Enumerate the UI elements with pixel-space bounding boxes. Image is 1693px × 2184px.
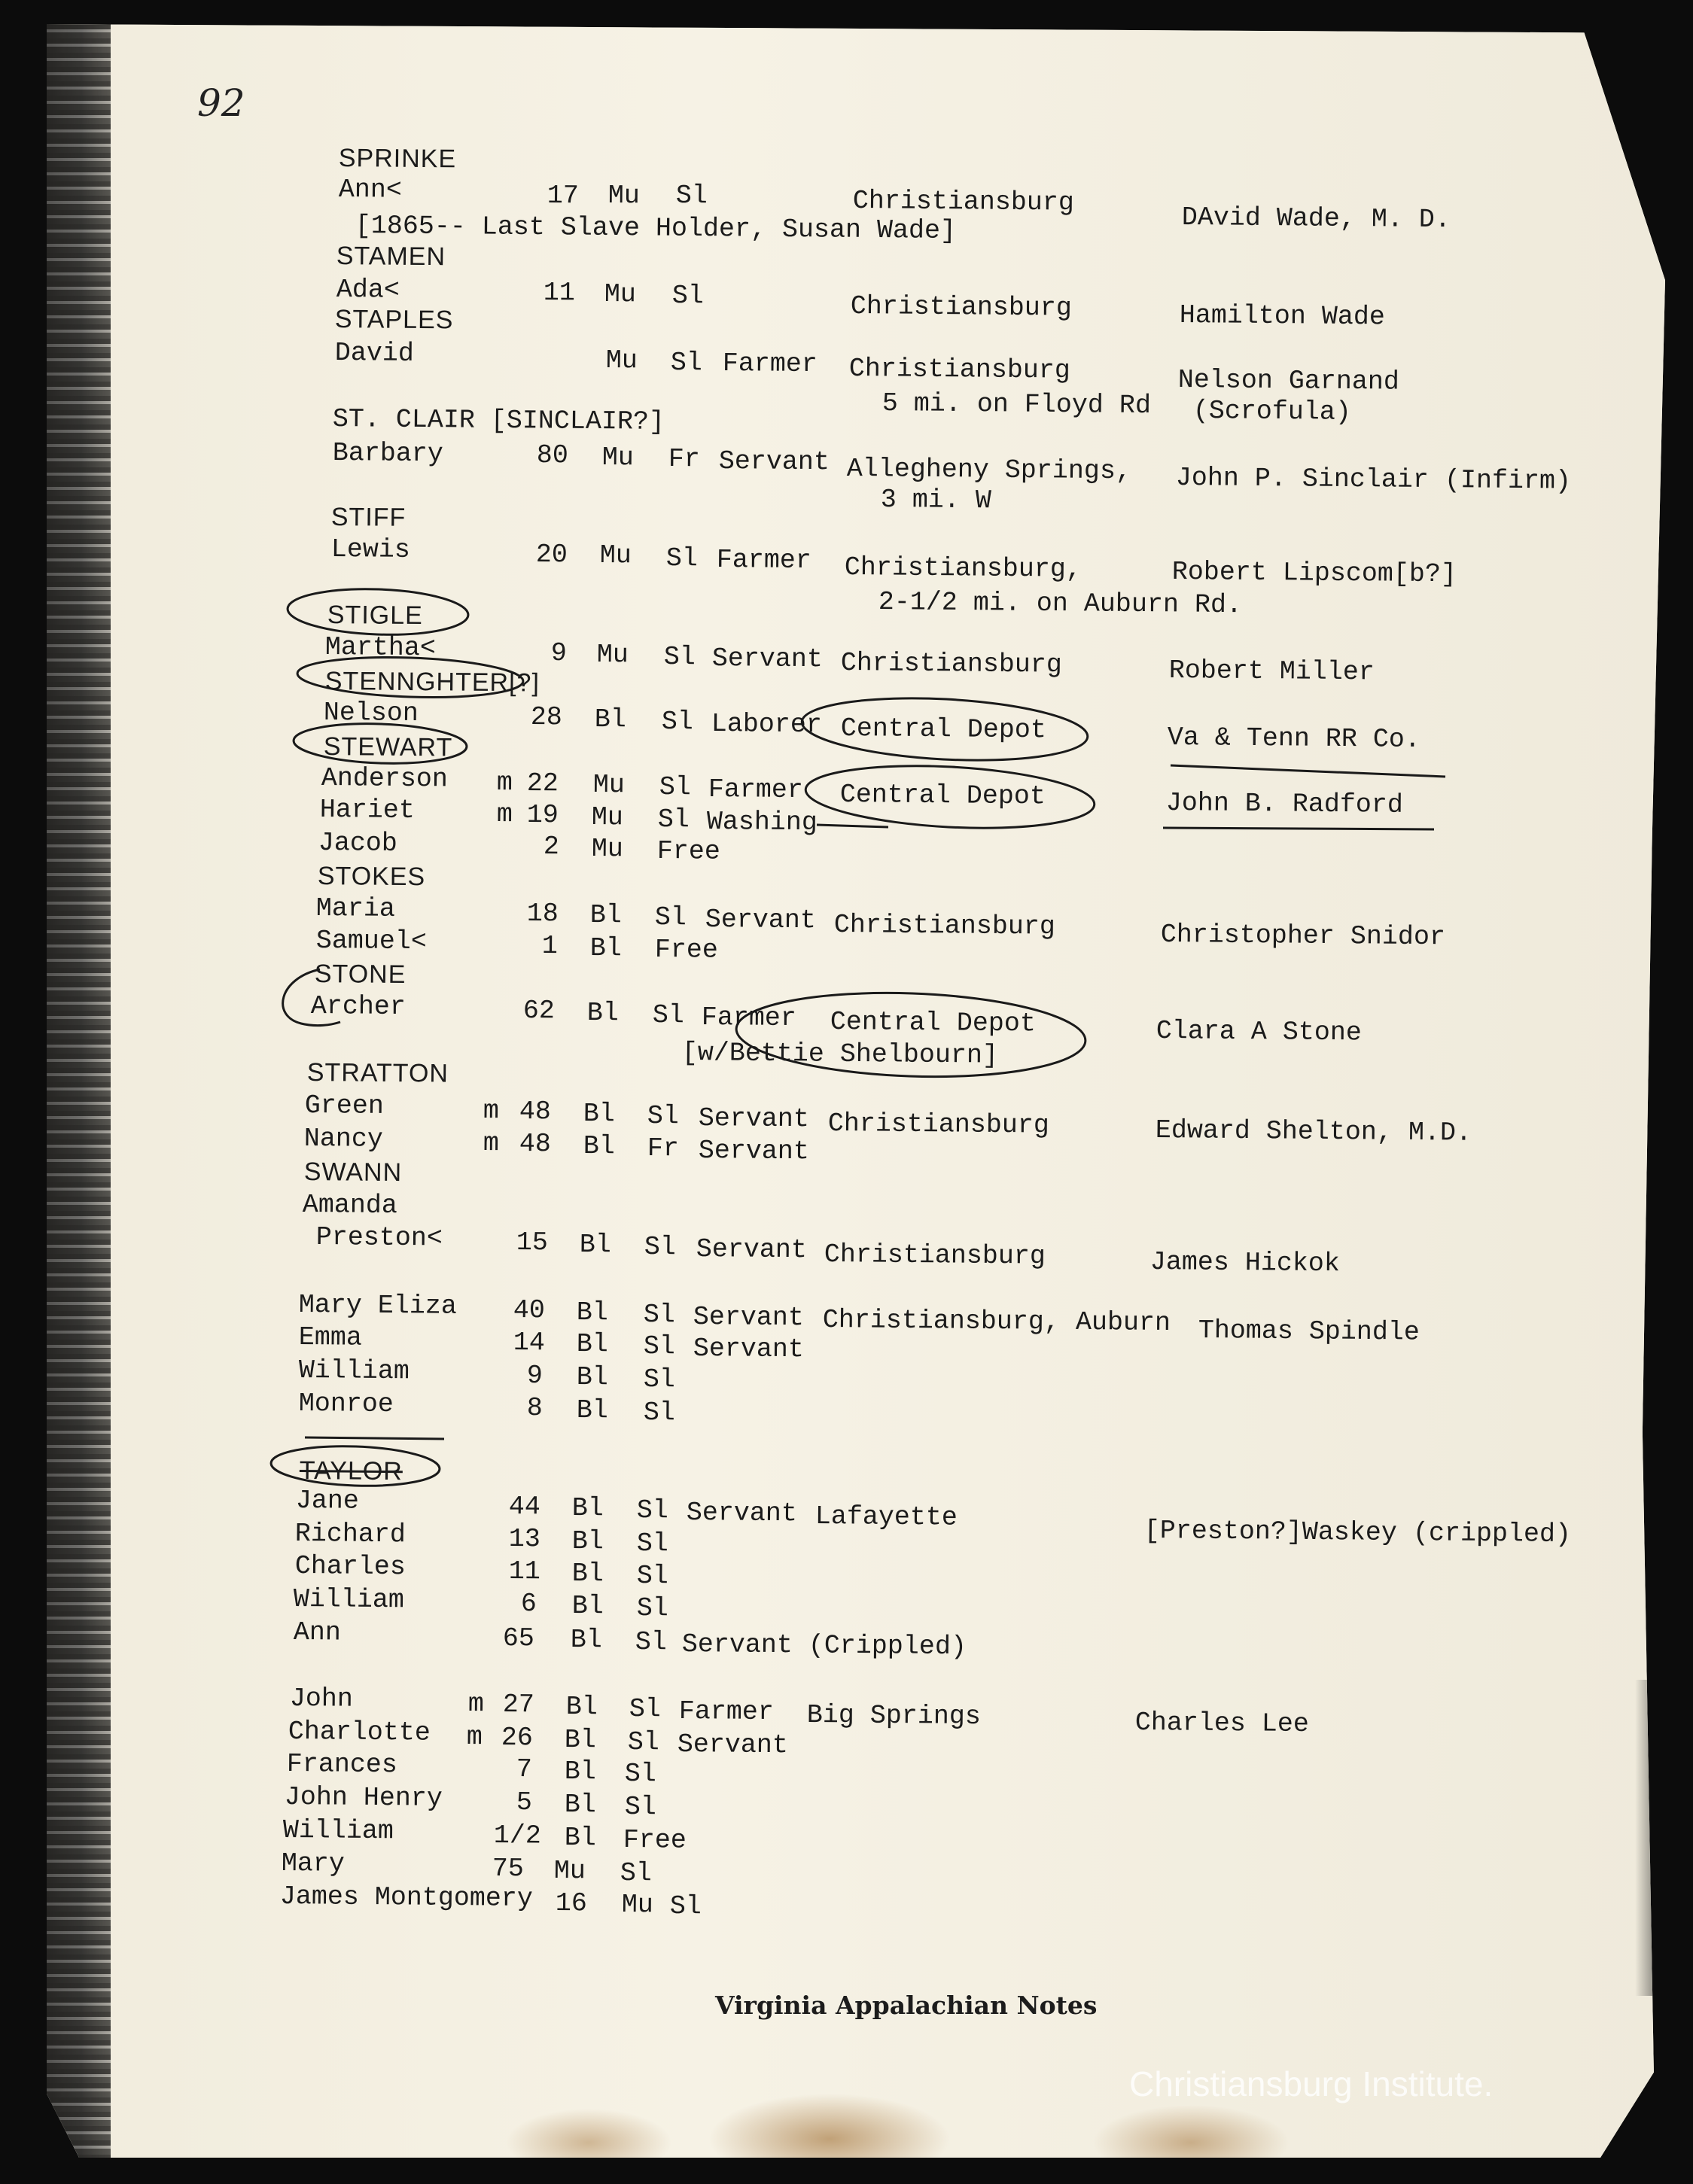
entry-place: Christiansburg xyxy=(852,186,1075,218)
entry-name: Archer xyxy=(310,991,407,1023)
entry-place: Christiansburg, xyxy=(844,552,1082,585)
surname-heading: STIFF xyxy=(330,503,407,532)
entry-age: 80 xyxy=(536,440,569,471)
entry-status: Sl xyxy=(644,1232,677,1263)
entry-status: Sl xyxy=(636,1561,669,1592)
surname-heading: STRATTON xyxy=(306,1058,449,1088)
entry-marital: m xyxy=(483,1128,500,1159)
underline-mark xyxy=(305,1437,444,1439)
surname-heading: STEWART xyxy=(323,732,453,762)
entry-name: Charles xyxy=(294,1551,407,1583)
entry-age: 11 xyxy=(508,1556,541,1587)
entry-status: Sl xyxy=(643,1300,676,1331)
entry-name: Charlotte xyxy=(288,1717,431,1748)
entry-status: Sl xyxy=(636,1593,669,1624)
entry-status: Sl xyxy=(624,1759,657,1790)
entry-slaveholder: Edward Shelton, M.D. xyxy=(1155,1115,1472,1148)
entry-age: 44 xyxy=(508,1492,541,1522)
entry-status: Sl xyxy=(636,1495,669,1526)
entry-race: Bl xyxy=(576,1395,609,1426)
entry-name: Green xyxy=(304,1090,385,1121)
entry-slaveholder: Thomas Spindle xyxy=(1198,1316,1420,1348)
entry-status: Sl xyxy=(624,1792,657,1823)
surname-heading: STOKES xyxy=(317,862,426,892)
entry-age: 48 xyxy=(519,1097,552,1127)
entry-note: (Scrofula) xyxy=(1192,396,1352,427)
entry-status: Sl xyxy=(627,1727,660,1758)
entry-age: 48 xyxy=(519,1129,552,1160)
entry-occupation: Farmer xyxy=(722,348,818,380)
entry-occupation: Servant xyxy=(698,1136,810,1167)
entry-status: Fr xyxy=(668,444,701,475)
entry-occupation: Servant (Crippled) xyxy=(681,1629,967,1662)
watermark: Christiansburg Institute. xyxy=(1129,2064,1494,2103)
entry-age: 14 xyxy=(513,1328,546,1358)
entry-place: Central Depot xyxy=(840,713,1047,746)
entry-occupation: Washing xyxy=(706,807,818,838)
entry-name: Preston< xyxy=(315,1222,443,1254)
entry-place: Central Depot xyxy=(839,780,1046,812)
entry-name: William xyxy=(298,1355,410,1387)
entry-race: Bl xyxy=(583,1131,616,1162)
entry-occupation: Servant xyxy=(711,643,824,675)
entry-age: 65 xyxy=(502,1623,535,1654)
entry-occupation: Servant xyxy=(693,1334,805,1365)
entry-place: Christiansburg, Auburn xyxy=(822,1305,1171,1339)
entry-race: Bl xyxy=(564,1757,597,1787)
entry-place-detail: 2-1/2 mi. on Auburn Rd. xyxy=(878,587,1243,621)
entry-status: Sl xyxy=(643,1364,676,1395)
entry-status: Sl xyxy=(652,1000,685,1031)
entry-place-detail: 3 mi. W xyxy=(880,485,992,516)
entry-name: Ada< xyxy=(336,275,400,306)
entry-name: Monroe xyxy=(298,1389,394,1420)
entry-status: Free xyxy=(654,935,719,966)
entry-race: Bl xyxy=(571,1493,604,1524)
entry-marital: m xyxy=(467,1689,485,1720)
entry-age: 7 xyxy=(516,1754,533,1785)
entry-race: Bl xyxy=(571,1526,604,1557)
surname-heading: SWANN xyxy=(303,1157,403,1188)
entry-status: Sl xyxy=(663,642,696,673)
entry-status: Free xyxy=(623,1825,687,1856)
entry-race: Mu xyxy=(621,1890,654,1921)
underline-mark xyxy=(817,825,888,827)
entry-race: Mu xyxy=(596,640,629,671)
entry-race: Bl xyxy=(571,1559,604,1589)
entry-place: Central Depot xyxy=(830,1007,1037,1039)
entry-slaveholder: James Hickok xyxy=(1149,1247,1341,1279)
entry-age: 40 xyxy=(513,1295,546,1326)
entry-status: Sl xyxy=(661,707,694,738)
entry-status: Sl xyxy=(671,281,705,312)
entry-age: 6 xyxy=(520,1589,537,1620)
entry-name: Maria xyxy=(315,893,396,924)
entry-place: Christiansburg xyxy=(833,910,1056,942)
entry-place: Christiansburg xyxy=(848,354,1071,386)
entry-note: [1865-- Last Slave Holder, Susan Wade] xyxy=(355,211,957,246)
entry-age: 75 xyxy=(492,1854,525,1884)
entry-slaveholder: Robert Miller xyxy=(1168,656,1375,688)
entry-age: 2 xyxy=(543,832,560,862)
entry-name: John Henry xyxy=(284,1782,443,1814)
entry-marital: m xyxy=(483,1096,500,1127)
entry-race: Bl xyxy=(576,1362,609,1393)
entry-status: Sl xyxy=(675,181,708,211)
entry-slaveholder: Nelson Garnand xyxy=(1177,365,1400,397)
entry-race: Bl xyxy=(565,1692,598,1723)
entry-race: Mu xyxy=(604,279,637,310)
entry-marital: m xyxy=(496,768,513,798)
surname-heading: ST. CLAIR [SINCLAIR?] xyxy=(332,404,665,437)
entry-age: 26 xyxy=(501,1723,534,1754)
entry-age: 62 xyxy=(522,996,556,1027)
entry-name: William xyxy=(282,1815,394,1847)
entry-slaveholder: Clara A Stone xyxy=(1156,1016,1363,1048)
entry-place: Christiansburg xyxy=(850,291,1073,324)
footer-title: Virginia Appalachian Notes xyxy=(715,1991,1098,2020)
entry-occupation: Farmer xyxy=(708,774,804,806)
entry-occupation: Servant xyxy=(705,905,817,936)
entry-status: Sl xyxy=(670,348,703,379)
entry-status: Sl xyxy=(643,1398,676,1428)
entry-name: Jane xyxy=(295,1486,360,1516)
entry-race: Mu xyxy=(592,770,626,801)
entry-age: 5 xyxy=(516,1787,533,1818)
entry-race: Bl xyxy=(583,1099,616,1130)
entry-name: Mary xyxy=(281,1848,346,1879)
entry-name: Jacob xyxy=(318,828,398,859)
entry-age: 9 xyxy=(526,1361,544,1392)
entry-status: Sl xyxy=(643,1331,676,1362)
entry-slaveholder: DAvid Wade, M. D. xyxy=(1181,202,1451,236)
entry-race: Bl xyxy=(586,998,620,1029)
entry-age: 19 xyxy=(526,800,559,831)
surname-heading: STAMEN xyxy=(336,242,446,272)
entry-slaveholder: John P. Sinclair (Infirm) xyxy=(1175,463,1572,497)
entry-status: Sl xyxy=(629,1694,662,1725)
entry-name: Frances xyxy=(286,1749,398,1781)
entry-race: Bl xyxy=(564,1823,597,1854)
entry-name: Barbary xyxy=(332,438,444,470)
entry-name: Lewis xyxy=(330,534,411,565)
entry-place: Christiansburg xyxy=(827,1109,1050,1141)
entry-name: Mary Eliza xyxy=(298,1290,458,1322)
entry-name: Martha< xyxy=(324,632,437,664)
entry-occupation: Laborer xyxy=(711,709,823,741)
entry-age: 15 xyxy=(516,1227,549,1258)
circle-mark xyxy=(287,586,469,637)
entry-name: Emma xyxy=(298,1322,363,1353)
entry-status: Sl xyxy=(620,1858,653,1889)
entry-race: Bl xyxy=(564,1790,597,1821)
underline-mark xyxy=(1171,765,1445,777)
entry-race: Bl xyxy=(594,704,627,735)
circle-mark xyxy=(283,969,340,1026)
entry-occupation: Farmer xyxy=(701,1002,797,1034)
surname-heading: STIGLE xyxy=(327,601,423,631)
entry-name: David xyxy=(334,338,415,369)
entry-name: Nelson xyxy=(323,698,419,729)
entry-race: Bl xyxy=(589,933,623,964)
entry-slaveholder: Charles Lee xyxy=(1134,1708,1310,1740)
entry-age: 22 xyxy=(526,768,559,799)
entry-name: James Montgomery xyxy=(279,1881,534,1914)
surname-heading: STONE xyxy=(314,960,407,990)
entry-occupation: Servant xyxy=(718,446,830,478)
entry-place-detail: 5 mi. on Floyd Rd xyxy=(882,388,1152,421)
surname-heading: TAYLOR xyxy=(299,1456,403,1486)
entry-race: Mu xyxy=(553,1856,586,1887)
entry-race: Bl xyxy=(564,1725,597,1756)
entry-name: William xyxy=(293,1584,405,1616)
entry-place: Christiansburg xyxy=(840,648,1063,680)
entry-age: 17 xyxy=(547,181,580,211)
entry-race: Mu xyxy=(599,540,632,571)
entry-race: Bl xyxy=(576,1297,609,1328)
entry-name: Richard xyxy=(294,1519,407,1550)
entry-name: Nancy xyxy=(303,1124,384,1154)
entry-status: Sl xyxy=(636,1528,669,1559)
entry-place: Allegheny Springs, xyxy=(846,454,1132,487)
entry-occupation: Servant xyxy=(677,1729,789,1761)
entry-status: Sl xyxy=(659,772,692,803)
page-number: 92 xyxy=(197,81,245,125)
surname-heading: STENNGHTER[?] xyxy=(324,667,540,698)
entry-race: Mu xyxy=(591,802,624,833)
entry-name: Amanda xyxy=(302,1190,398,1221)
entry-status: Sl xyxy=(665,543,699,574)
entry-age: 28 xyxy=(530,702,563,733)
circle-mark xyxy=(293,721,467,766)
entry-age: 16 xyxy=(555,1888,588,1919)
entry-occupation: Servant xyxy=(698,1103,810,1135)
entry-status: Free xyxy=(656,836,721,867)
surname-heading: SPRINKE xyxy=(338,144,457,174)
circle-mark xyxy=(735,987,1087,1082)
entry-slaveholder: John B. Radford xyxy=(1165,788,1404,820)
entry-occupation: Servant xyxy=(686,1498,798,1529)
entry-name: Hariet xyxy=(319,795,416,826)
underline-mark xyxy=(1163,828,1434,829)
entry-slaveholder: Christopher Snidor xyxy=(1160,920,1446,953)
entry-race: Mu xyxy=(601,443,635,473)
entry-marital: m xyxy=(466,1722,483,1753)
entry-age: 1/2 xyxy=(493,1821,542,1851)
entry-race: Bl xyxy=(571,1591,604,1622)
entry-age: 20 xyxy=(535,540,568,570)
entry-age: 1 xyxy=(541,931,559,962)
entry-race: Mu xyxy=(605,345,638,376)
entry-name: Ann< xyxy=(338,175,403,205)
entry-place: Christiansburg xyxy=(824,1240,1046,1272)
entry-occupation: Servant xyxy=(693,1302,805,1334)
entry-slaveholder: [Preston?]Waskey (crippled) xyxy=(1143,1516,1572,1550)
entry-race: Mu xyxy=(591,834,624,865)
entry-place: Big Springs xyxy=(806,1700,982,1732)
entry-race: Bl xyxy=(589,900,623,931)
entry-status: Sl xyxy=(657,805,690,835)
entry-age: 8 xyxy=(526,1393,544,1424)
entry-status: Sl xyxy=(654,902,687,933)
entry-status: Fr xyxy=(647,1133,680,1164)
entry-age: 18 xyxy=(526,899,559,929)
circle-mark xyxy=(297,654,524,701)
entry-name: Anderson xyxy=(321,763,449,795)
entry-marital: m xyxy=(496,799,513,830)
entry-name: Samuel< xyxy=(315,926,428,957)
circle-mark xyxy=(804,759,1096,835)
entry-race: Bl xyxy=(576,1329,609,1360)
circle-mark xyxy=(800,692,1089,767)
entry-race: Mu xyxy=(607,181,641,211)
entry-age: 9 xyxy=(550,638,568,669)
entry-slaveholder: Hamilton Wade xyxy=(1179,300,1386,333)
entry-age: 27 xyxy=(502,1690,535,1720)
entry-race: Bl xyxy=(579,1230,612,1261)
entry-occupation: Farmer xyxy=(716,545,812,576)
entry-note: [w/Bettie Shelbourn] xyxy=(681,1038,999,1071)
entry-slaveholder: Va & Tenn RR Co. xyxy=(1167,722,1421,755)
entry-age: 13 xyxy=(508,1524,541,1555)
entry-status: Sl xyxy=(669,1891,702,1922)
entry-age: 11 xyxy=(543,278,576,309)
circle-mark xyxy=(270,1443,440,1489)
entry-name: John xyxy=(289,1684,354,1714)
entry-occupation: Farmer xyxy=(678,1696,775,1728)
entry-name: Ann xyxy=(293,1617,342,1648)
entry-race: Bl xyxy=(570,1625,603,1656)
entry-status: Sl xyxy=(635,1627,668,1658)
entry-status: Sl xyxy=(647,1101,680,1132)
entry-occupation: Servant xyxy=(696,1234,808,1266)
entry-place: Lafayette xyxy=(815,1501,958,1533)
entry-slaveholder: Robert Lipscom[b?] xyxy=(1171,557,1457,590)
surname-heading: STAPLES xyxy=(334,305,454,335)
